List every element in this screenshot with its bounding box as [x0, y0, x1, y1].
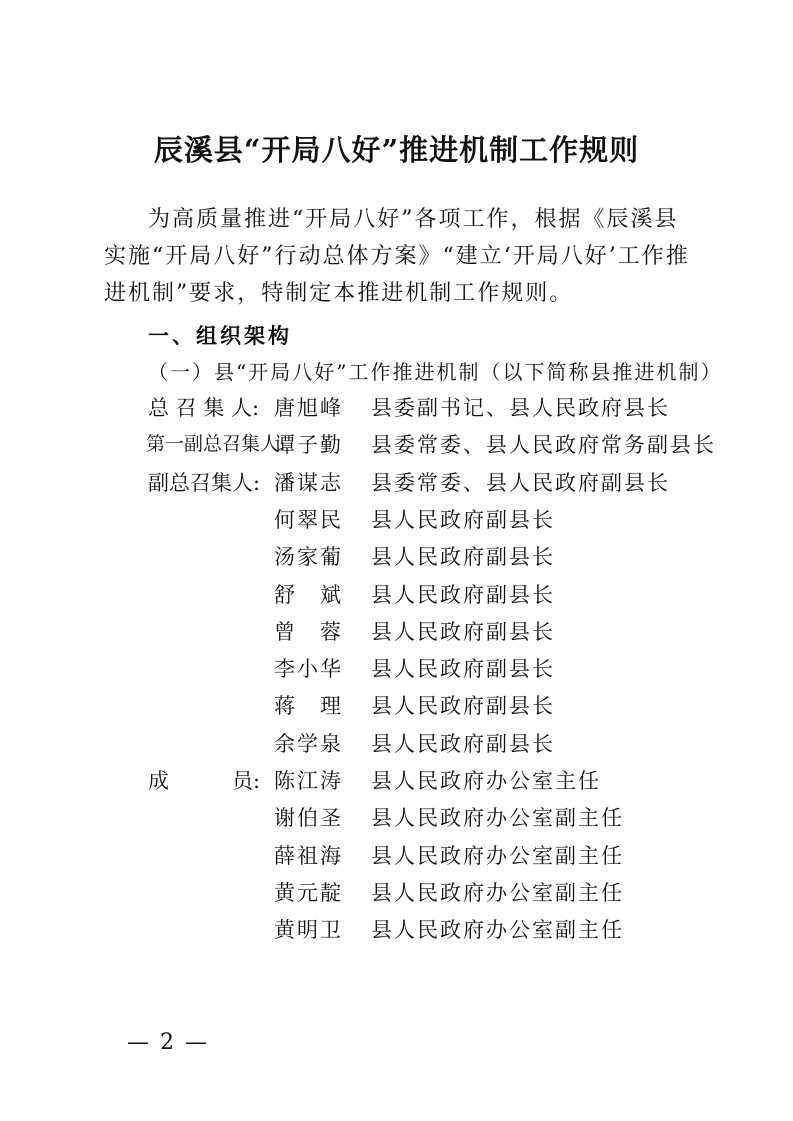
member-role: 副总召集人: — [148, 471, 261, 495]
member-row — [0, 579, 793, 616]
member-position: 县人民政府副县长 — [371, 657, 555, 681]
member-row — [0, 802, 793, 839]
member-name: 汤家葡 — [274, 545, 343, 569]
member-name: 何翠民 — [274, 508, 343, 532]
member-position: 县人民政府办公室副主任 — [371, 806, 624, 830]
document-title: 辰溪县“开局八好”推进机制工作规则 — [153, 133, 640, 167]
member-row — [0, 541, 793, 578]
member-name: 黄元靛 — [274, 881, 343, 905]
member-position: 县人民政府副县长 — [371, 732, 555, 756]
member-position: 县委常委、县人民政府常务副县长 — [371, 433, 716, 457]
member-position: 县人民政府办公室副主任 — [371, 918, 624, 942]
member-row — [0, 728, 793, 765]
member-name: 陈江涛 — [274, 769, 343, 793]
member-name: 唐旭峰 — [274, 396, 343, 420]
member-role: 成 员: — [148, 769, 261, 793]
member-name: 余学泉 — [274, 732, 343, 756]
member-row — [0, 392, 793, 429]
member-row — [0, 690, 793, 727]
member-name: 谭子勤 — [274, 433, 343, 457]
member-name: 李小华 — [274, 657, 343, 681]
member-name: 舒 斌 — [274, 583, 343, 607]
member-row — [0, 877, 793, 914]
member-position: 县人民政府副县长 — [371, 694, 555, 718]
member-position: 县人民政府副县长 — [371, 508, 555, 532]
member-row — [0, 429, 793, 466]
page-number: — 2 — — [127, 1030, 209, 1055]
member-row — [0, 914, 793, 951]
member-position: 县人民政府副县长 — [371, 583, 555, 607]
member-position: 县人民政府办公室主任 — [371, 769, 601, 793]
member-position: 县人民政府副县长 — [371, 545, 555, 569]
member-position: 县人民政府办公室副主任 — [371, 881, 624, 905]
member-role: 总 召 集 人: — [148, 396, 260, 420]
member-name: 黄明卫 — [274, 918, 343, 942]
member-position: 县委常委、县人民政府副县长 — [371, 471, 670, 495]
member-row — [0, 653, 793, 690]
member-role: 第一副总召集人: — [146, 433, 286, 455]
member-name: 曾 蓉 — [274, 620, 343, 644]
member-row — [0, 504, 793, 541]
section-heading-organization: 一、组织架构 — [148, 323, 292, 348]
intro-paragraph: 为高质量推进“开局八好”各项工作，根据《辰溪县实施“开局八好”行动总体方案》“建立‘开局八好’工作推进机制”要求，特制定本推进机制工作规则。 — [104, 207, 690, 306]
member-name: 薛祖海 — [274, 844, 343, 868]
member-position: 县人民政府副县长 — [371, 620, 555, 644]
member-name: 谢伯圣 — [274, 806, 343, 830]
member-position: 县委副书记、县人民政府县长 — [371, 396, 670, 420]
member-row — [0, 616, 793, 653]
member-name: 潘谋志 — [274, 471, 343, 495]
member-name: 蒋 理 — [274, 694, 343, 718]
subsection-heading-mechanism: （一）县“开局八好”工作推进机制（以下简称县推进机制） — [148, 360, 723, 384]
member-position: 县人民政府办公室副主任 — [371, 844, 624, 868]
member-row — [0, 765, 793, 802]
member-row — [0, 467, 793, 504]
member-row — [0, 840, 793, 877]
